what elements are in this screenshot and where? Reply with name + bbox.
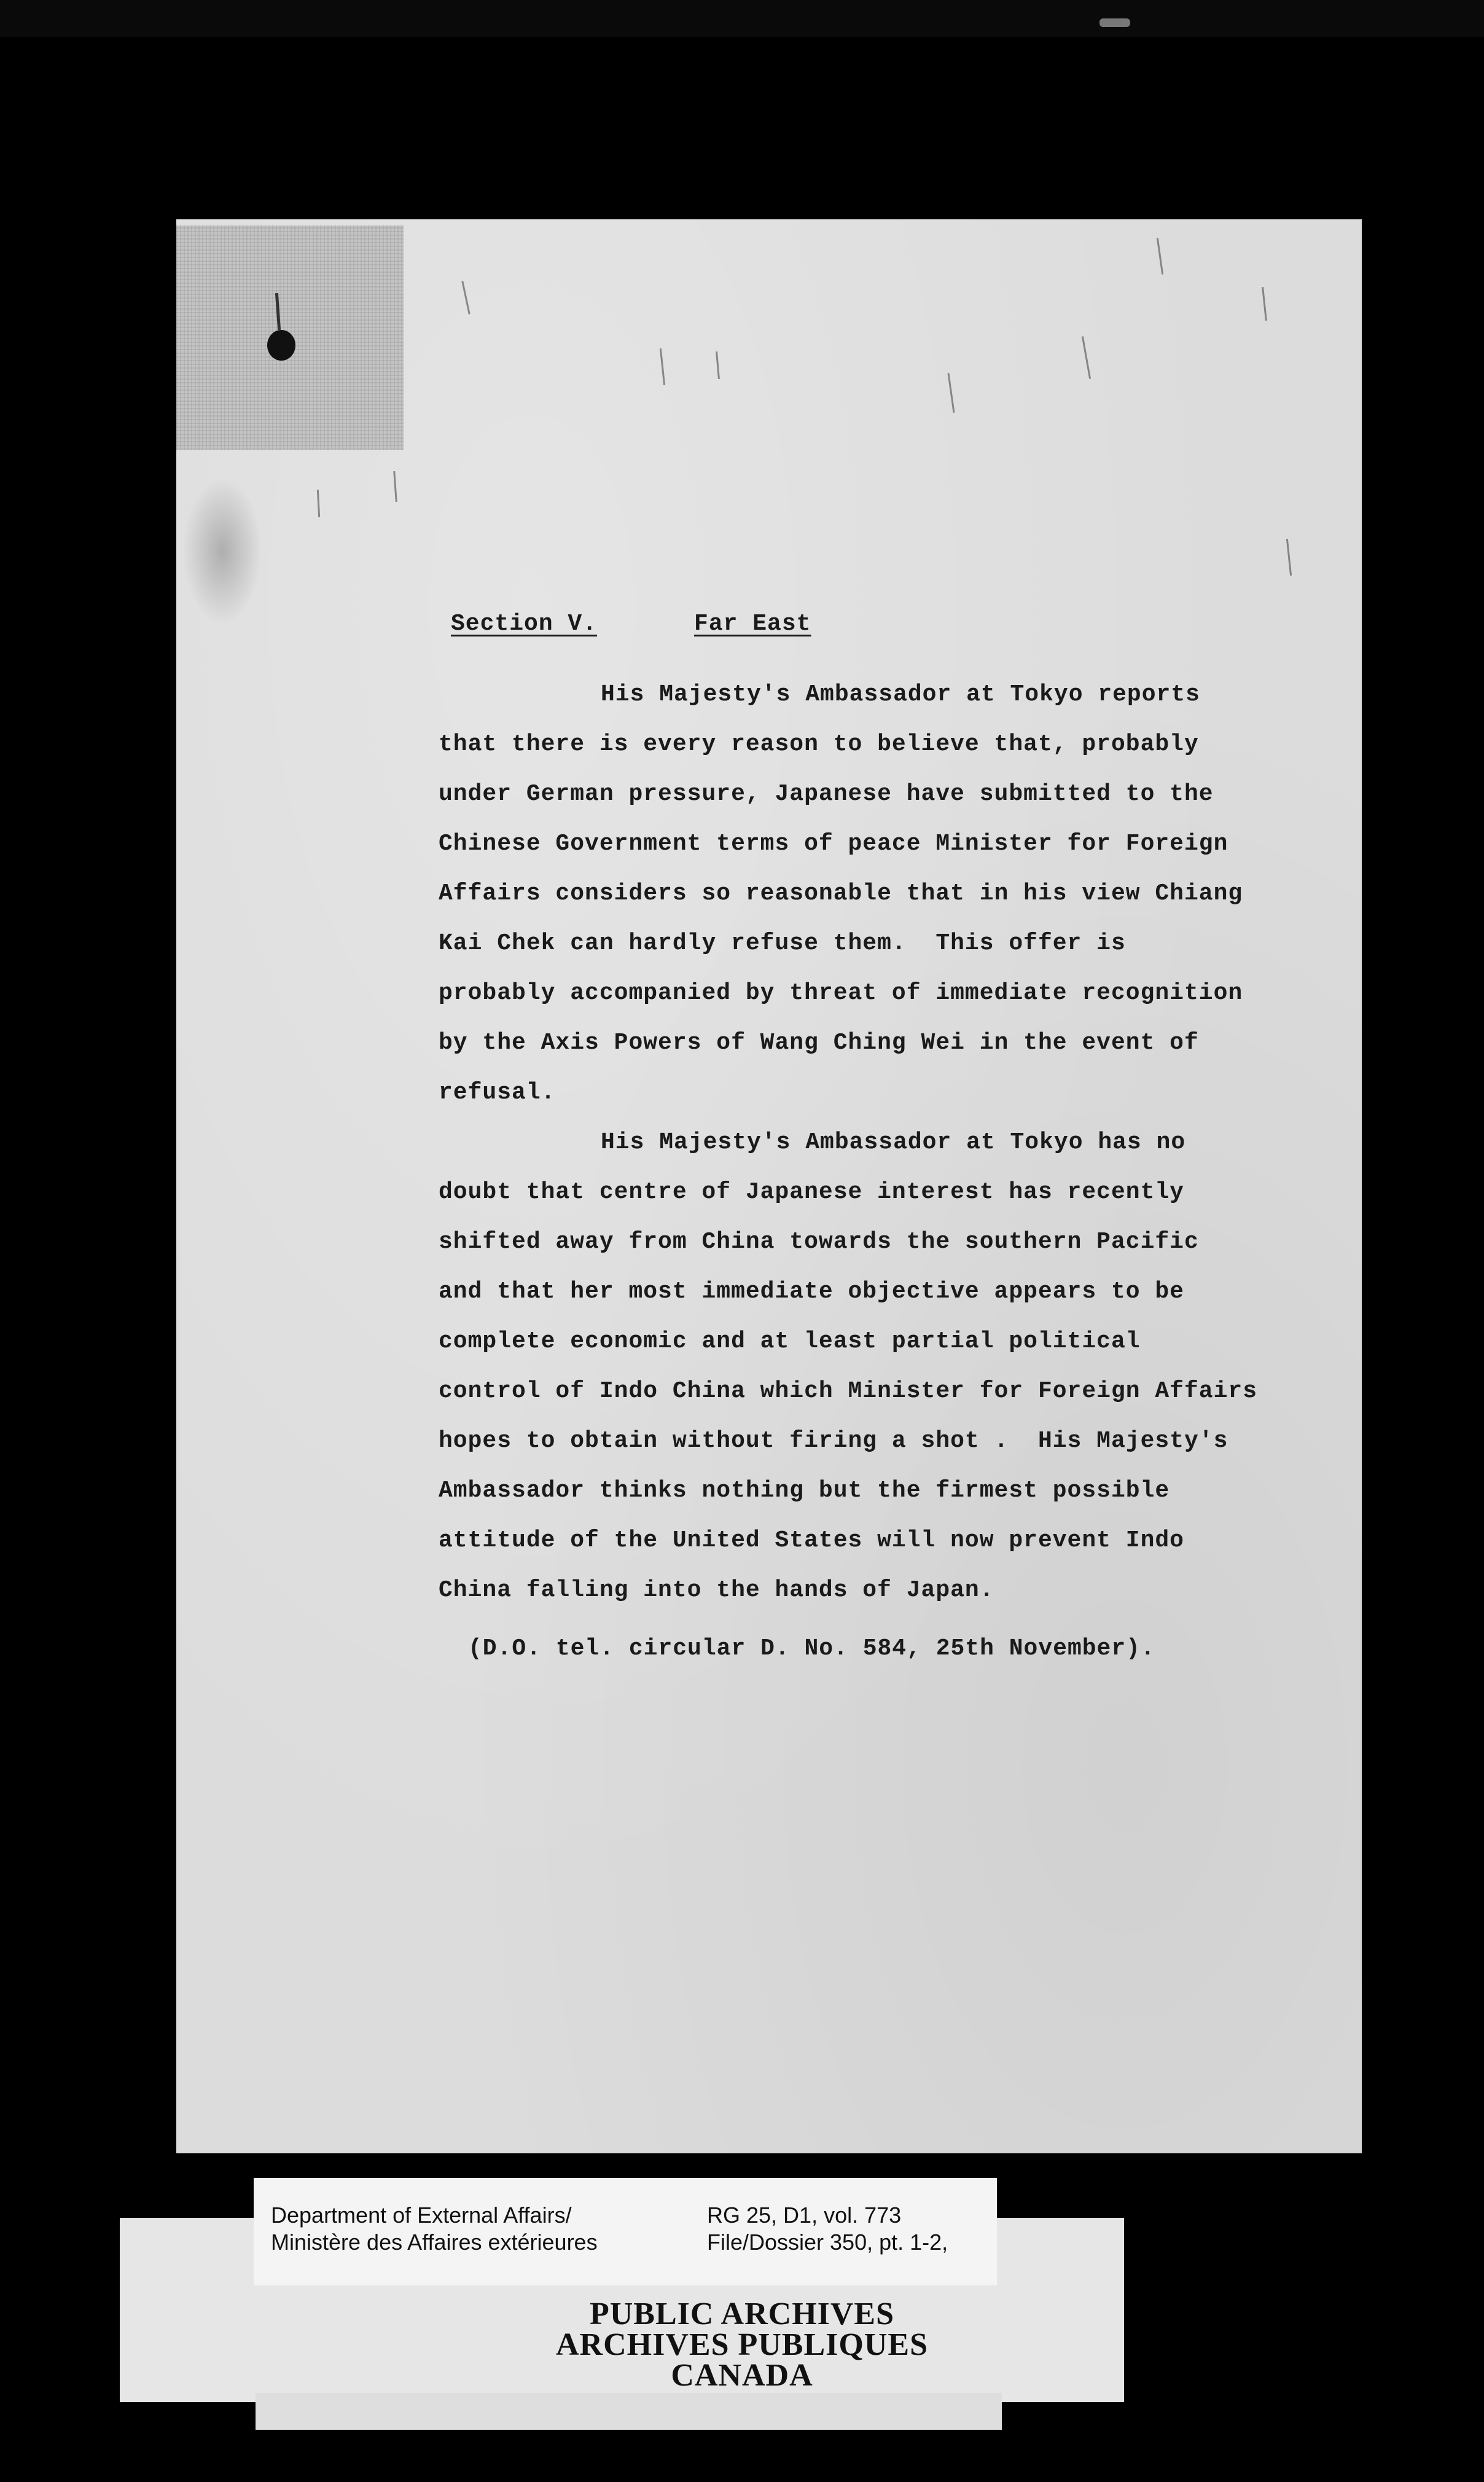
- body-line: hopes to obtain without firing a shot . His Majesty's: [439, 1428, 1228, 1454]
- document-page: [176, 219, 1362, 2153]
- punch-hole: [267, 330, 295, 361]
- body-line: His Majesty's Ambassador at Tokyo has no: [601, 1129, 1186, 1156]
- body-line: complete economic and at least partial political: [439, 1328, 1141, 1355]
- smudge: [182, 477, 262, 625]
- body-line: doubt that centre of Japanese interest has recently: [439, 1179, 1184, 1205]
- film-speck: [1099, 18, 1130, 27]
- record-reference: RG 25, D1, vol. 773: [707, 2202, 902, 2228]
- body-line: refusal.: [439, 1079, 556, 1106]
- archive-label-backing-lower: [256, 2393, 1002, 2430]
- archives-stamp-line-1: PUBLIC ARCHIVES: [589, 2296, 895, 2331]
- film-edge: [0, 0, 1484, 37]
- body-line: attitude of the United States will now prevent Indo: [439, 1527, 1184, 1554]
- body-line: that there is every reason to believe that, probably: [439, 731, 1199, 758]
- archives-stamp-line-2: ARCHIVES PUBLIQUES: [555, 2327, 929, 2362]
- department-en: Department of External Affairs/: [271, 2202, 572, 2228]
- body-line: Chinese Government terms of peace Minister for Foreign: [439, 831, 1228, 857]
- scratch: [947, 373, 955, 413]
- scratch: [1157, 238, 1163, 275]
- body-line: Ambassador thinks nothing but the firmest possible: [439, 1478, 1170, 1504]
- body-line: probably accompanied by threat of immediate recognition: [439, 980, 1243, 1006]
- file-reference: File/Dossier 350, pt. 1-2,: [707, 2229, 948, 2255]
- scratch: [461, 281, 470, 314]
- archive-reference-card: [254, 2178, 997, 2285]
- body-line: His Majesty's Ambassador at Tokyo reports: [601, 681, 1200, 708]
- body-line: under German pressure, Japanese have submitted to the: [439, 781, 1214, 807]
- body-line: and that her most immediate objective appears to be: [439, 1278, 1184, 1305]
- body-line: control of Indo China which Minister for Foreign Affairs: [439, 1378, 1258, 1404]
- body-line: Kai Chek can hardly refuse them. This offer is: [439, 930, 1126, 957]
- scratch: [1082, 336, 1091, 378]
- body-line: Affairs considers so reasonable that in his view Chiang: [439, 880, 1243, 907]
- citation: (D.O. tel. circular D. No. 584, 25th November).: [468, 1635, 1155, 1662]
- body-line: China falling into the hands of Japan.: [439, 1577, 994, 1603]
- body-line: by the Axis Powers of Wang Ching Wei in the event of: [439, 1030, 1199, 1056]
- scratch: [1286, 539, 1292, 576]
- scratch: [1262, 287, 1267, 321]
- department-fr: Ministère des Affaires extérieures: [271, 2229, 598, 2255]
- archives-stamp-line-3: CANADA: [671, 2358, 813, 2393]
- section-title: Far East: [694, 611, 811, 637]
- scratch: [317, 490, 320, 517]
- scratch: [660, 348, 665, 385]
- section-label: Section V.: [451, 611, 598, 637]
- scratch: [393, 471, 397, 502]
- scratch: [716, 351, 720, 379]
- body-line: shifted away from China towards the southern Pacific: [439, 1229, 1199, 1255]
